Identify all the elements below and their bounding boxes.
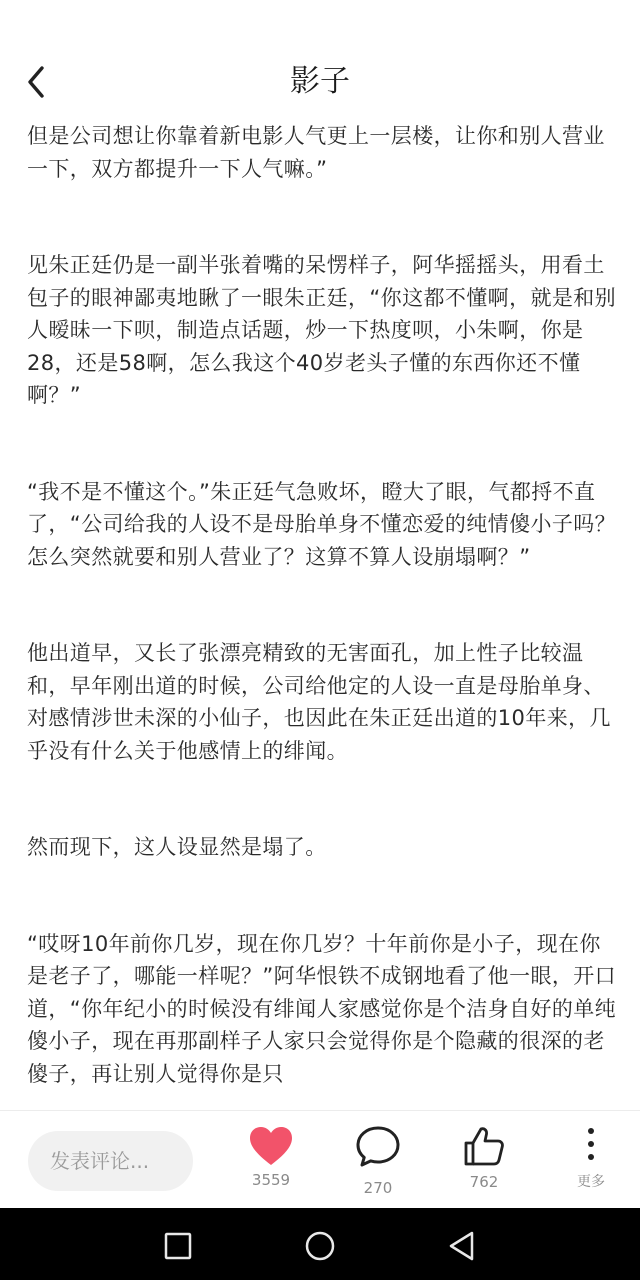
- system-navigation-bar: [0, 1208, 640, 1280]
- comment-count: 270: [363, 1179, 393, 1197]
- bottom-action-bar: [0, 1110, 640, 1209]
- article-paragraph: “哎呀10年前你几岁，现在你几岁？十年前你是小子，现在你是老子了，哪能一样呢？”阿华恨铁不成钢地看了他一眼，开口道，“你年纪小的时候没有绯闻人家感觉你是个洁身自好的单纯傻小子，现在再那副样子人家只会觉得你是个隐藏的很深的老傻子，再让别人觉得你是只: [27, 931, 617, 1086]
- like-count: 3559: [251, 1171, 291, 1189]
- thumbs-up-count: 762: [469, 1173, 499, 1191]
- heart-icon: [248, 1125, 294, 1167]
- system-back-button[interactable]: [442, 1226, 482, 1266]
- more-vertical-icon: [581, 1125, 601, 1165]
- page-title: 影子: [290, 64, 350, 99]
- article-paragraph: 但是公司想让你靠着新电影人气更上一层楼，让你和别人营业一下，双方都提升一下人气嘛。”: [27, 124, 605, 181]
- speech-bubble-icon: [355, 1125, 401, 1169]
- article-paragraph: 他出道早，又长了张漂亮精致的无害面孔，加上性子比较温和，早年刚出道的时候，公司给他定的人设一直是母胎单身、对感情涉世未深的小仙子，也因此在朱正廷出道的10年来，几乎没有什么关于他感情上的绯闻。: [27, 641, 611, 763]
- recent-apps-button[interactable]: [158, 1226, 198, 1266]
- like-button[interactable]: [231, 1125, 311, 1205]
- circle-icon: [300, 1226, 340, 1266]
- header-bar: [0, 0, 640, 118]
- thumbs-up-button[interactable]: [444, 1125, 524, 1205]
- article-paragraph: “我不是不懂这个。”朱正廷气急败坏，瞪大了眼，气都捋不直了，“公司给我的人设不是母胎单身不懂恋爱的纯情傻小子吗？怎么突然就要和别人营业了？这算不算人设崩塌啊？”: [27, 479, 617, 569]
- triangle-back-icon: [442, 1226, 482, 1266]
- thumbs-up-icon: [462, 1125, 506, 1167]
- more-label: 更多: [577, 1174, 605, 1190]
- square-icon: [158, 1226, 198, 1266]
- more-button[interactable]: [551, 1125, 631, 1205]
- article-paragraph: 然而现下，这人设显然是塌了。: [27, 835, 327, 859]
- article-paragraph: 见朱正廷仍是一副半张着嘴的呆愣样子，阿华摇摇头，用看土包子的眼神鄙夷地瞅了一眼朱正廷，“你这都不懂啊，就是和别人暧昧一下呗，制造点话题，炒一下热度呗，小朱啊，你是28，还是58啊，怎么我这个40岁老头子懂的东西你还不懂啊？”: [27, 253, 617, 407]
- comment-input[interactable]: [28, 1131, 193, 1191]
- home-button[interactable]: [300, 1226, 340, 1266]
- comment-button[interactable]: [338, 1125, 418, 1205]
- comment-placeholder: 发表评论...: [50, 1149, 150, 1173]
- article-content[interactable]: [27, 120, 617, 1110]
